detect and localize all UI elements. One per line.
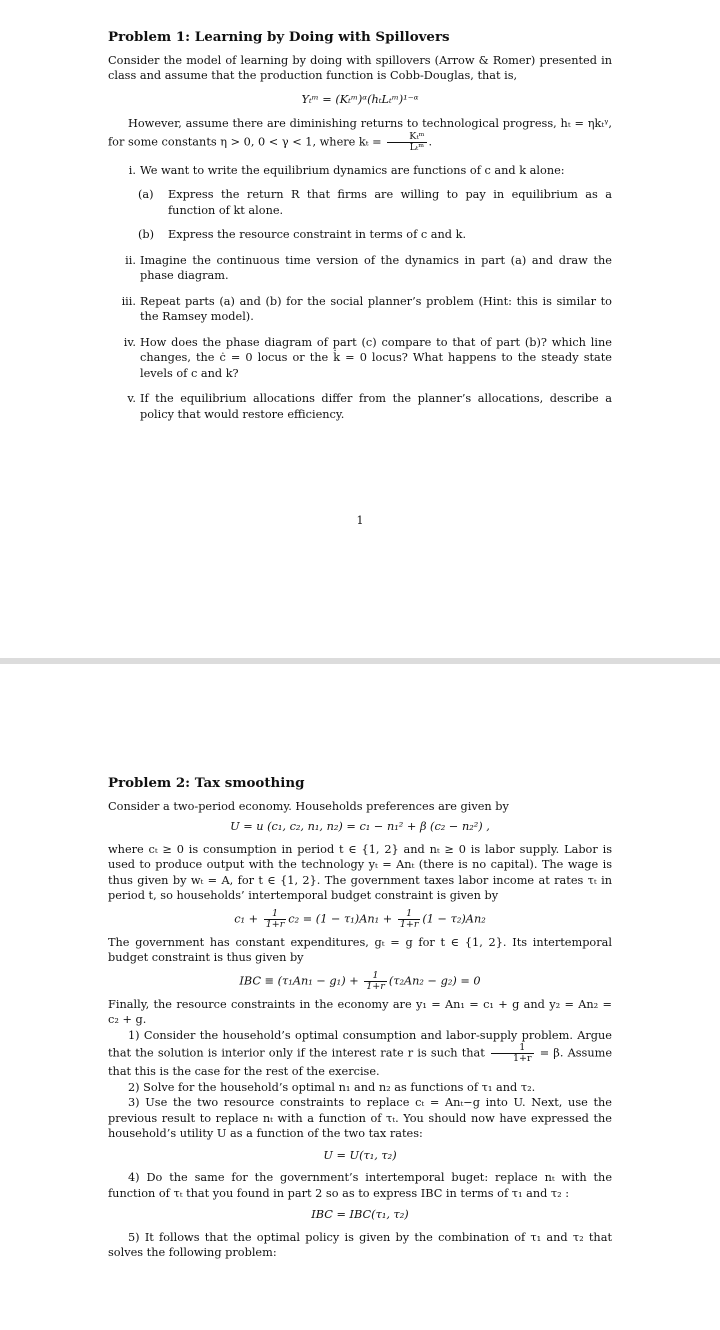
item-label: iii. — [121, 294, 136, 308]
item-text: We want to write the equilibrium dynamics are functions of c and k alone: — [140, 163, 565, 177]
item-label: i. — [128, 163, 136, 177]
item-text: Imagine the continuous time version of the dynamics in part (a) and draw the phase diagram. — [140, 253, 612, 282]
utility-tax-equation: U = U(τ₁, τ₂) — [323, 1148, 397, 1162]
problem-1-title: Problem 1: Learning by Doing with Spillovers — [108, 29, 450, 45]
q1-text-b: = β. Assume that this is the case for the rest of the exercise. — [108, 1046, 612, 1078]
budget-part-c: (1 − τ₂)An₂ — [422, 912, 486, 925]
item-iii — [108, 294, 612, 325]
item-text: Repeat parts (a) and (b) for the social planner’s problem (Hint: this is similar to the Ramsey model). — [140, 294, 612, 323]
subitem-b — [108, 227, 612, 243]
subitem-text: Express the return R that firms are willing to pay in equilibrium as a function of kt alone. — [168, 188, 612, 217]
government-paragraph: The government has constant expenditures, gₜ = g for t ∈ {1, 2}. Its intertemporal budget constraint is thus given by — [108, 935, 612, 964]
subitem-label: (b) — [138, 228, 155, 241]
item-label: iv. — [123, 335, 136, 349]
item-label: ii. — [125, 253, 136, 267]
frac-num: 1 — [364, 971, 387, 982]
item-iv — [108, 335, 612, 382]
problem-1-intro: Consider the model of learning by doing with spillovers (Arrow & Romer) presented in class and assume that the production function is Cobb-Douglas, that is, — [108, 53, 612, 82]
item-v — [108, 391, 612, 422]
problem-1 — [108, 30, 612, 422]
production-function-equation: Yₜᵐ = (Kₜᵐ)ᵅ(hₜLₜᵐ)¹⁻ᵅ — [301, 92, 419, 106]
ibc-tax-equation: IBC = IBC(τ₁, τ₂) — [311, 1208, 409, 1221]
resource-constraint-paragraph: Finally, the resource constraints in the economy are y₁ = An₁ = c₁ + g and y₂ = An₂ = c₂ + g. — [108, 997, 612, 1026]
frac-num: 1 — [264, 909, 287, 920]
k-fraction — [387, 132, 426, 153]
item-text: If the equilibrium allocations differ from the planner’s allocations, describe a policy that would restore efficiency. — [140, 392, 612, 421]
budget-part-b: c₂ = (1 − τ₁)An₁ + — [288, 912, 393, 925]
subitem-text: Express the resource constraint in terms of c and k. — [168, 228, 467, 241]
question-1 — [108, 1028, 612, 1080]
problem-2-intro: Consider a two-period economy. Households preferences are given by — [108, 799, 509, 813]
problem-2 — [108, 776, 612, 1261]
diminishing-returns-paragraph — [108, 116, 612, 153]
period: . — [428, 135, 433, 148]
ibc-part-b: (τ₂An₂ − g₂) = 0 — [388, 974, 481, 987]
discount-fraction — [264, 909, 287, 930]
question-4: 4) Do the same for the government’s intertemporal buget: replace nₜ with the function of τₜ that you found in part 2 so as to express IBC in terms of τ₁ and τ₂ : — [108, 1171, 612, 1200]
discount-fraction — [491, 1043, 534, 1064]
budget-constraint-equation — [108, 909, 612, 930]
item-ii — [108, 253, 612, 284]
subitem-label: (a) — [138, 188, 154, 201]
discount-fraction — [398, 909, 421, 930]
discount-fraction — [364, 971, 387, 992]
page-1 — [0, 0, 720, 658]
k-fraction-den: Lₜᵐ — [409, 141, 425, 153]
ibc-equation — [108, 971, 612, 992]
ibc-part-a: IBC ≡ (τ₁An₁ − g₁) + — [239, 974, 359, 987]
question-2: 2) Solve for the household’s optimal n₁ and n₂ as functions of τ₁ and τ₂. — [128, 1080, 536, 1094]
page-2 — [0, 664, 720, 1330]
frac-num: 1 — [491, 1043, 534, 1054]
frac-den: 1+r — [399, 918, 419, 930]
subitem-a — [108, 187, 612, 218]
k-fraction-num: Kₜᵐ — [387, 132, 426, 143]
problem-2-title: Problem 2: Tax smoothing — [108, 775, 305, 791]
item-i — [108, 163, 612, 179]
question-5: 5) It follows that the optimal policy is given by the combination of τ₁ and τ₂ that solves the following problem: — [108, 1230, 612, 1259]
frac-den: 1+r — [366, 980, 385, 992]
utility-equation: U = u (c₁, c₂, n₁, n₂) = c₁ − n₁² + β (c₂ − n₂²) , — [230, 820, 490, 833]
frac-den: 1+r — [512, 1053, 532, 1064]
page-number: 1 — [356, 514, 364, 527]
frac-num: 1 — [398, 909, 421, 920]
diminishing-returns-text: However, assume there are diminishing returns to technological progress, hₜ = ηkₜᵞ, for some constants η > 0, 0 < γ < 1, where kₜ = — [108, 117, 612, 148]
q1-text-a: 1) Consider the household’s optimal consumption and labor-supply problem. Argue that the solution is interior only if the interest rate r is such that — [108, 1028, 612, 1060]
technology-paragraph: where cₜ ≥ 0 is consumption in period t ∈ {1, 2} and nₜ ≥ 0 is labor supply. Labor is used to produce output with the technology yₜ = Anₜ (there is no capital). The wage is thus given by wₜ = A, for t ∈ {1, 2}. The government taxes labor income at rates τₜ in period t, so households’ intertemporal budget constraint is given by — [108, 842, 612, 902]
item-label: v. — [127, 392, 136, 405]
item-text: How does the phase diagram of part (c) compare to that of part (b)? which line changes, the ċ = 0 locus or the k̇ = 0 locus? What happens to the steady state levels of c and k? — [140, 335, 612, 380]
question-3: 3) Use the two resource constraints to replace cₜ = Anₜ−g into U. Next, use the previous result to replace nₜ with a function of τₜ. You should now have expressed the household’s utility U as a function of the two tax rates: — [108, 1096, 612, 1140]
budget-part-a: c₁ + — [234, 912, 259, 925]
frac-den: 1+r — [265, 918, 285, 930]
